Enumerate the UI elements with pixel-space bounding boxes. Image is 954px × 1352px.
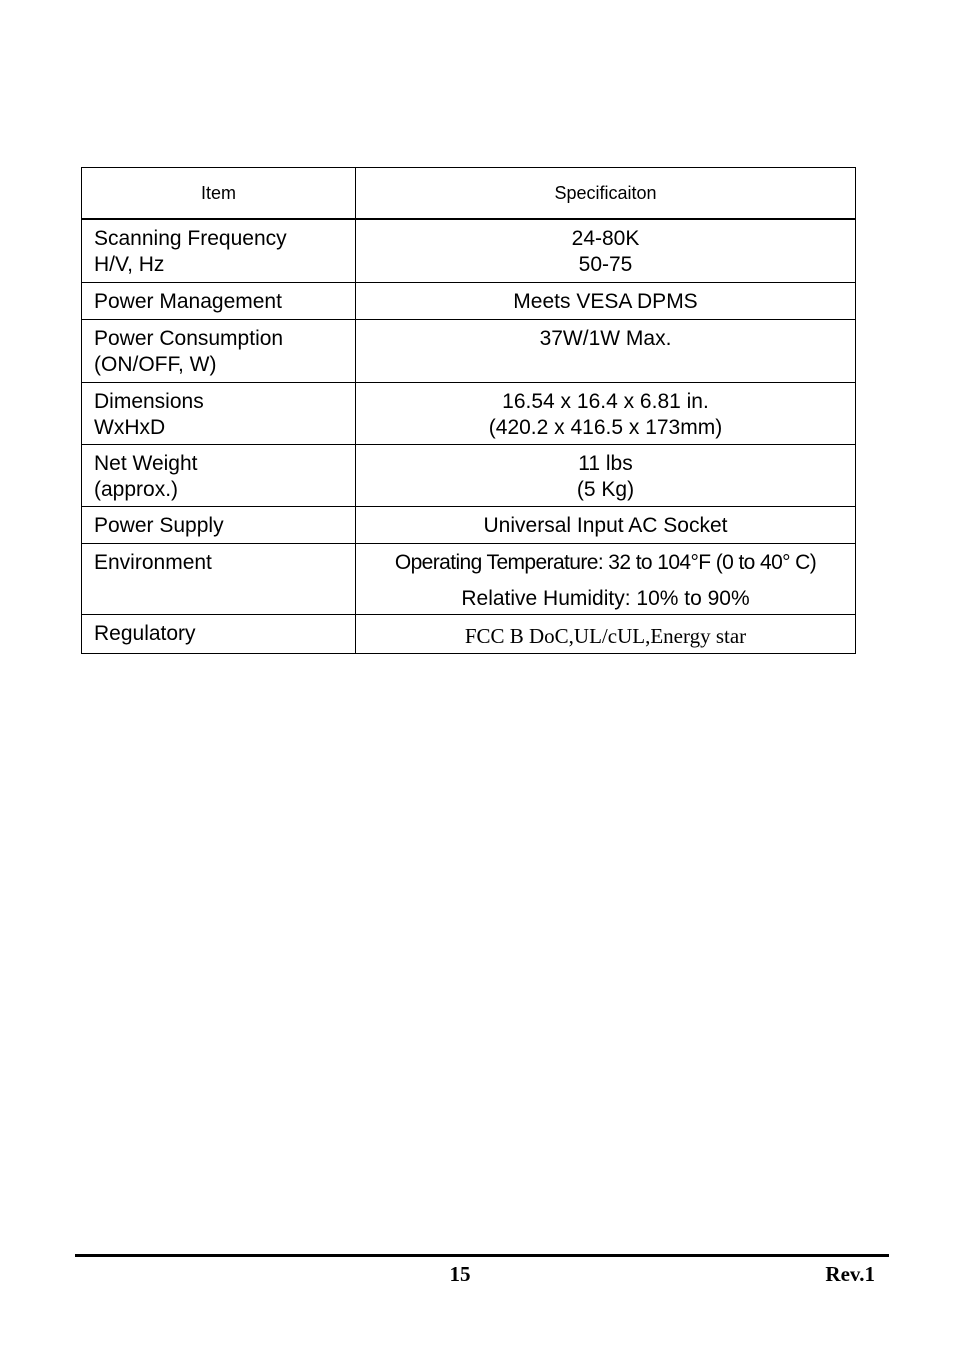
item-label: Regulatory <box>94 622 196 645</box>
spec-cell <box>356 383 856 445</box>
spec-cell <box>356 544 856 615</box>
spec-value: 37W/1W Max. <box>539 327 672 350</box>
revision-label: Rev.1 <box>825 1262 875 1286</box>
spec-cell <box>356 507 856 544</box>
spec-value: Operating Temperature: 32 to 104°F (0 to 40° C) <box>394 551 817 574</box>
spec-cell <box>356 320 856 383</box>
spec-value: 24-80K <box>571 227 640 250</box>
item-label: WxHxD <box>94 416 166 439</box>
spec-value: 11 lbs <box>578 452 633 475</box>
item-label: Power Supply <box>94 514 224 537</box>
spec-cell <box>356 445 856 507</box>
spec-value: 16.54 x 16.4 x 6.81 in. <box>502 390 709 413</box>
item-cell <box>82 445 356 507</box>
item-cell <box>82 283 356 320</box>
item-label: Environment <box>94 551 212 574</box>
item-label: Power Consumption <box>94 327 284 350</box>
spec-value: FCC B DoC,UL/cUL,Energy star <box>464 624 747 648</box>
spec-cell <box>356 615 856 654</box>
table-row <box>82 283 856 320</box>
item-cell <box>82 507 356 544</box>
spec-cell <box>356 283 856 320</box>
column-header-item: Item <box>82 168 356 220</box>
table-row <box>82 445 856 507</box>
item-cell <box>82 383 356 445</box>
footer-divider <box>75 1254 889 1257</box>
item-label: Net Weight <box>94 452 198 475</box>
item-cell <box>82 219 356 283</box>
spec-value: 50-75 <box>578 253 633 276</box>
item-cell <box>82 544 356 615</box>
table-row <box>82 615 856 654</box>
spec-value: (5 Kg) <box>576 478 635 501</box>
spec-value: Universal Input AC Socket <box>483 514 728 537</box>
spec-value: Meets VESA DPMS <box>513 290 698 313</box>
item-label: (ON/OFF, W) <box>94 353 217 376</box>
item-label: Dimensions <box>94 390 204 413</box>
item-cell <box>82 615 356 654</box>
spec-cell <box>356 219 856 283</box>
table-row <box>82 507 856 544</box>
item-label: H/V, Hz <box>94 253 165 276</box>
table-row <box>82 383 856 445</box>
spec-value: Relative Humidity: 10% to 90% <box>461 587 750 610</box>
specification-table <box>81 167 856 654</box>
item-cell <box>82 320 356 383</box>
page-number: 15 <box>449 1262 471 1286</box>
table-row <box>82 320 856 383</box>
table-row <box>82 219 856 283</box>
table-header-row <box>82 168 856 220</box>
column-header-specification: Specificaiton <box>356 168 856 220</box>
item-label: Scanning Frequency <box>94 227 287 250</box>
table-row <box>82 544 856 615</box>
spec-value: (420.2 x 416.5 x 173mm) <box>488 416 723 439</box>
item-label: Power Management <box>94 290 282 313</box>
item-label: (approx.) <box>94 478 179 501</box>
